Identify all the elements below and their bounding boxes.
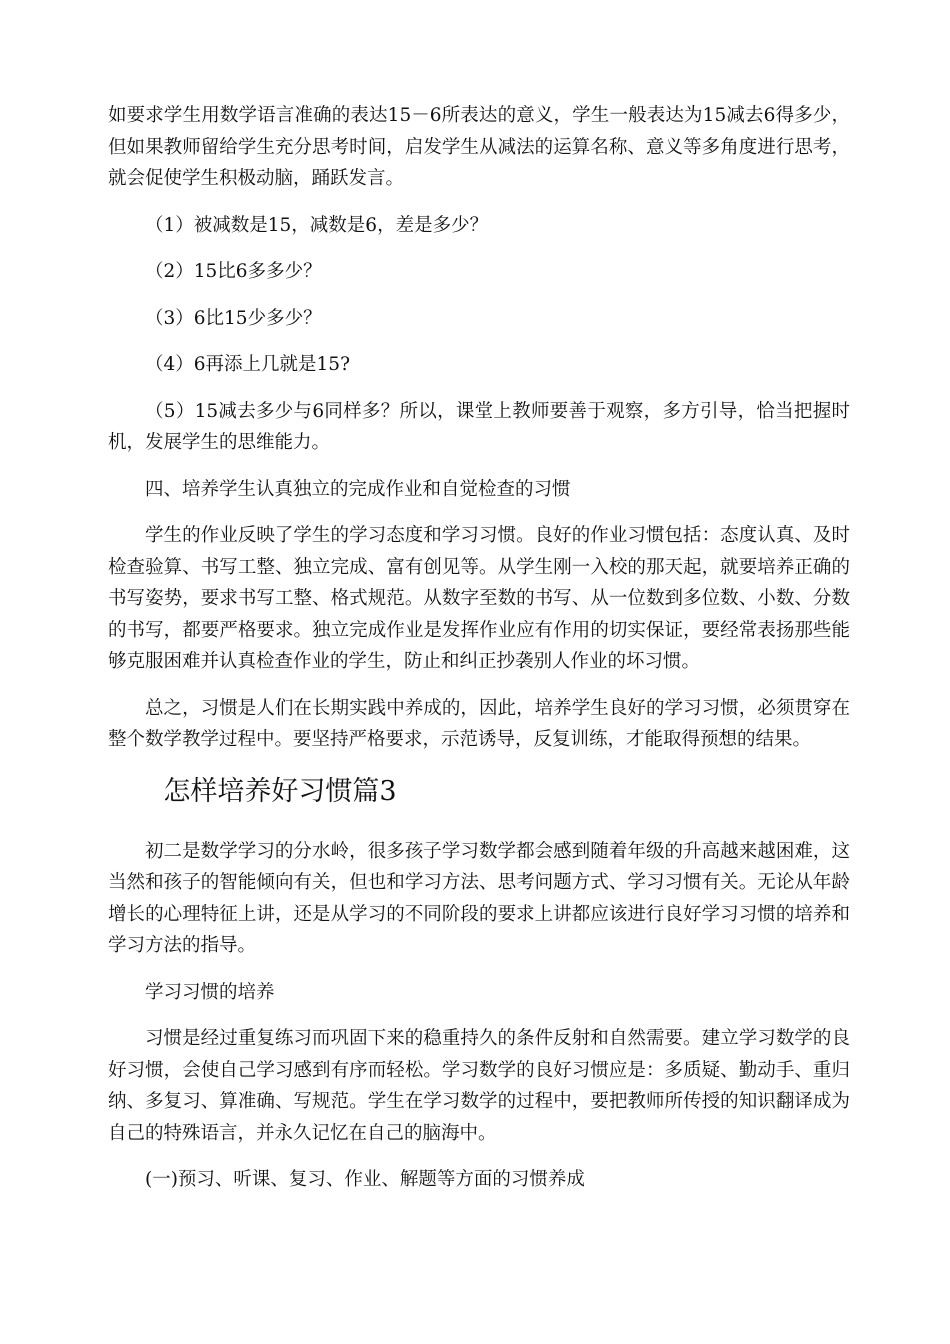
document-body	[108, 100, 850, 1211]
paragraph-question-2: （2）15比6多多少？	[145, 261, 322, 282]
paragraph-homework-habits: 学生的作业反映了学生的学习态度和学习习惯。良好的作业习惯包括：态度认真、及时检查验算、书写工整、独立完成、富有创见等。从学生刚一入校的那天起，就要培养正确的书写姿势，要求书写工整、格式规范。从数字至数的书写、从一位数到多位数、小数、分数的书写，都要严格要求。独立完成作业是发挥作业应有作用的切实保证，要经常表扬那些能够克服困难并认真检查作业的学生，防止和纠正抄袭别人作业的坏习惯。	[108, 525, 850, 672]
paragraph-question-3: （3）6比15少多少？	[145, 307, 322, 329]
paragraph-question-1: （1）被减数是15，减数是6，差是多少？	[145, 214, 489, 236]
paragraph-question-5: （5）15减去多少与6同样多？所以，课堂上教师要善于观察，多方引导，恰当把握时机，发展学生的思维能力。	[108, 400, 850, 453]
paragraph-summary: 总之，习惯是人们在长期实践中养成的，因此，培养学生良好的学习习惯，必须贯穿在整个数学教学过程中。要坚持严格要求，示范诱导，反复训练，才能取得预想的结果。	[108, 697, 850, 750]
subheading-habit-formation: (一)预习、听课、复习、作业、解题等方面的习惯养成	[145, 1169, 585, 1190]
paragraph-habit-definition: 习惯是经过重复练习而巩固下来的稳重持久的条件反射和自然需要。建立学习数学的良好习惯，会使自己学习感到有序而轻松。学习数学的良好习惯应是：多质疑、勤动手、重归纳、多复习、算准确、写规范。学生在学习数学的过程中，要把教师所传授的知识翻译成为自己的特殊语言，并永久记忆在自己的脑海中。	[108, 1028, 850, 1144]
paragraph-intro: 如要求学生用数学语言准确的表达15－6所表达的意义，学生一般表达为15减去6得多少，但如果教师留给学生充分思考时间，启发学生从减法的运算名称、意义等多角度进行思考，就会促使学生积极动脑，踊跃发言。	[108, 105, 850, 189]
section-heading-four: 四、培养学生认真独立的完成作业和自觉检查的习惯	[145, 478, 571, 500]
paragraph-question-4: （4）6再添上几就是15?	[145, 354, 351, 375]
subheading-habit-training: 学习习惯的培养	[145, 981, 275, 1003]
paragraph-grade-eight: 初二是数学学习的分水岭，很多孩子学习数学都会感到随着年级的升高越来越困难，这当然和孩子的智能倾向有关，但也和学习方法、思考问题方式、学习习惯有关。无论从年龄增长的心理特征上讲，还是从学习的不同阶段的要求上讲都应该进行良好学习习惯的培养和学习方法的指导。	[108, 840, 850, 956]
chapter-heading: 怎样培养好习惯篇3	[163, 775, 397, 807]
